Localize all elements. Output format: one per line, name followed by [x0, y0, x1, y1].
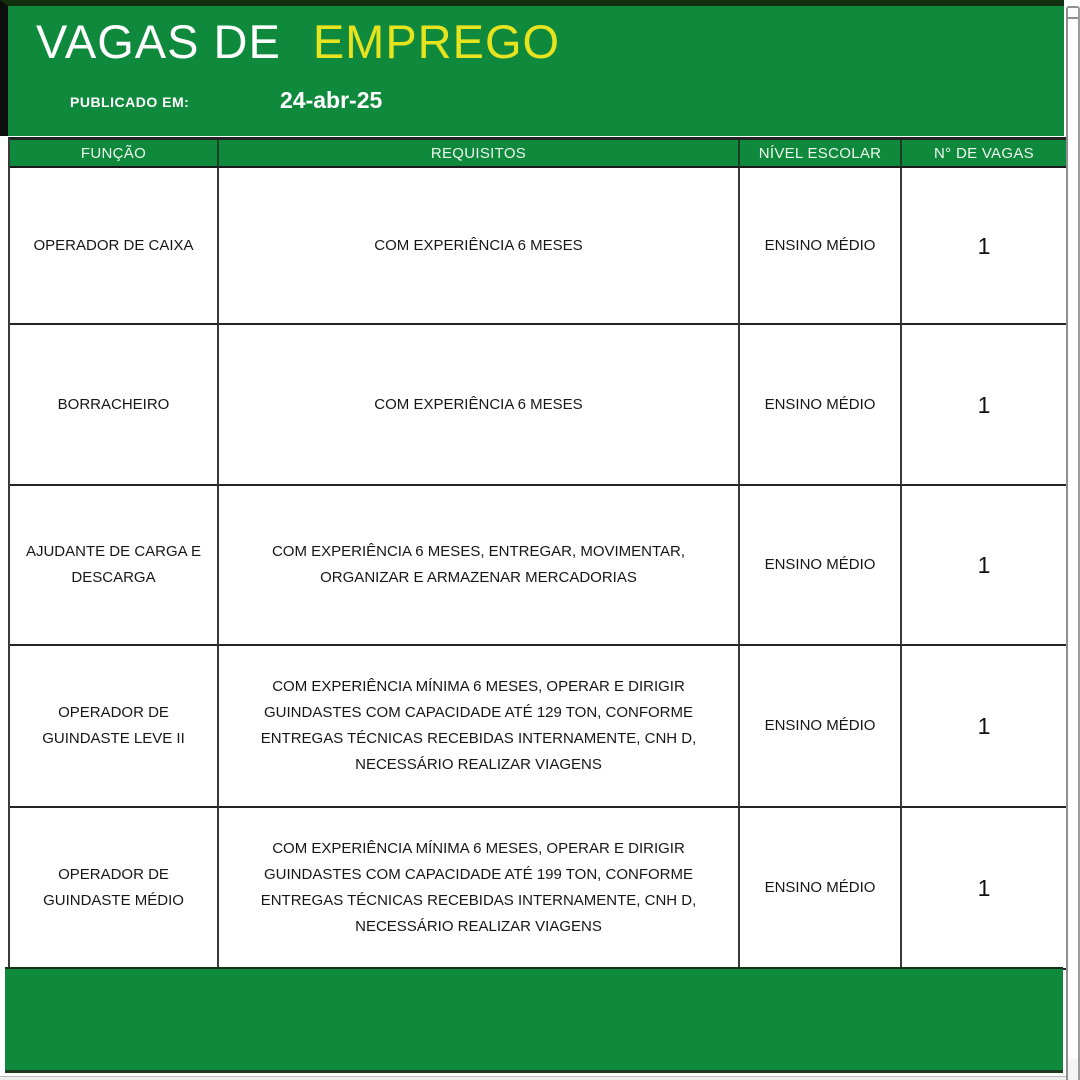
row1-funcao: OPERADOR DE CAIXA: [10, 168, 219, 325]
published-date: 24-abr-25: [280, 87, 383, 113]
header-banner: [0, 0, 1064, 136]
column-header-num-vagas: N° DE VAGAS: [902, 140, 1068, 168]
page-title: [36, 14, 560, 69]
scrollbar-up-button[interactable]: [1068, 8, 1078, 19]
row4-vagas: 1: [902, 646, 1068, 808]
title-part1: VAGAS DE: [36, 15, 281, 68]
row3-requisitos: COM EXPERIÊNCIA 6 MESES, ENTREGAR, MOVIMENTAR, ORGANIZAR E ARMAZENAR MERCADORIAS: [219, 486, 740, 646]
jobs-table: [8, 137, 1066, 967]
row1-nivel: ENSINO MÉDIO: [740, 168, 902, 325]
row5-funcao: OPERADOR DE GUINDASTE MÉDIO: [10, 808, 219, 970]
row2-nivel: ENSINO MÉDIO: [740, 325, 902, 486]
row2-vagas: 1: [902, 325, 1068, 486]
row3-funcao: AJUDANTE DE CARGA E DESCARGA: [10, 486, 219, 646]
row4-funcao: OPERADOR DE GUINDASTE LEVE II: [10, 646, 219, 808]
row4-requisitos: COM EXPERIÊNCIA MÍNIMA 6 MESES, OPERAR E DIRIGIR GUINDASTES COM CAPACIDADE ATÉ 129 TON, CONFORME ENTREGAS TÉCNICAS RECEBIDAS INTERNAMENTE, CNH D, NECESSÁRIO REALIZAR VIAGENS: [219, 646, 740, 808]
vertical-scrollbar[interactable]: [1066, 6, 1080, 1080]
title-part2: EMPREGO: [312, 15, 561, 68]
window-bottom-edge: [0, 1076, 1080, 1080]
row3-nivel: ENSINO MÉDIO: [740, 486, 902, 646]
row4-nivel: ENSINO MÉDIO: [740, 646, 902, 808]
row1-vagas: 1: [902, 168, 1068, 325]
column-header-funcao: FUNÇÃO: [10, 140, 219, 168]
row5-nivel: ENSINO MÉDIO: [740, 808, 902, 970]
column-header-nivel-escolar: NÍVEL ESCOLAR: [740, 140, 902, 168]
scrollbar-thumb[interactable]: [1068, 19, 1078, 1059]
row5-requisitos: COM EXPERIÊNCIA MÍNIMA 6 MESES, OPERAR E DIRIGIR GUINDASTES COM CAPACIDADE ATÉ 199 TON, CONFORME ENTREGAS TÉCNICAS RECEBIDAS INTERNAMENTE, CNH D, NECESSÁRIO REALIZAR VIAGENS: [219, 808, 740, 970]
row2-requisitos: COM EXPERIÊNCIA 6 MESES: [219, 325, 740, 486]
row5-vagas: 1: [902, 808, 1068, 970]
column-header-requisitos: REQUISITOS: [219, 140, 740, 168]
published-label: PUBLICADO EM:: [70, 94, 190, 110]
footer-band: [5, 967, 1063, 1073]
row3-vagas: 1: [902, 486, 1068, 646]
row1-requisitos: COM EXPERIÊNCIA 6 MESES: [219, 168, 740, 325]
row2-funcao: BORRACHEIRO: [10, 325, 219, 486]
